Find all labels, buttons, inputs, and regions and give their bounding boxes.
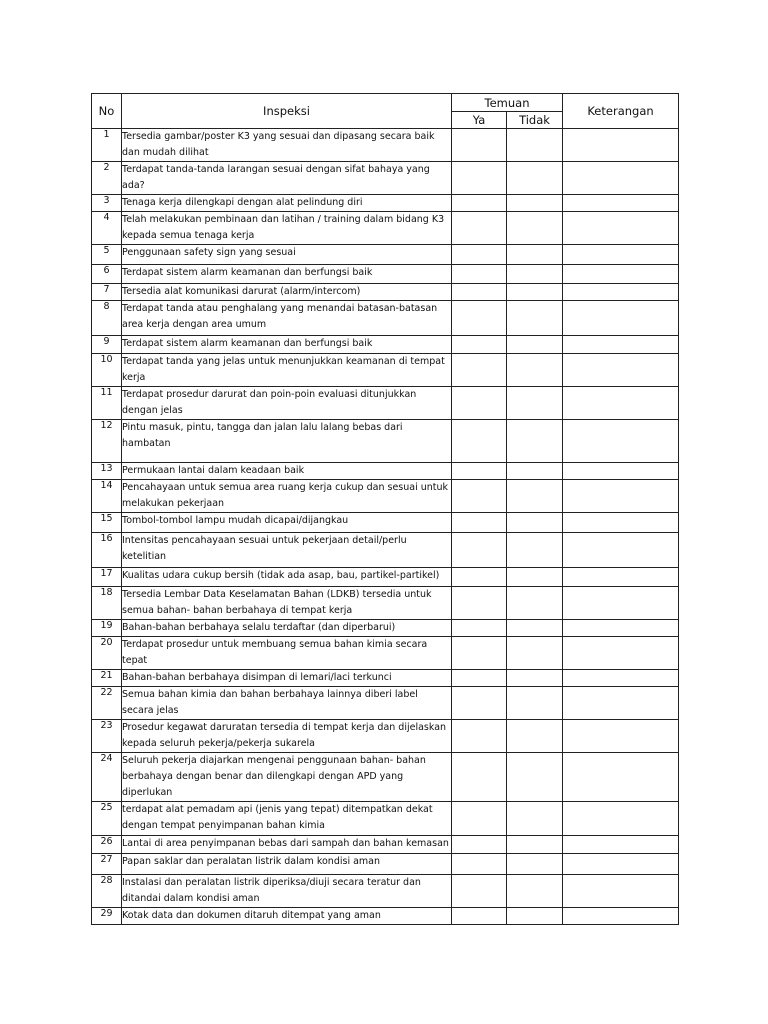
tidak-cell[interactable]: [507, 129, 563, 162]
inspection-checklist-table: [91, 93, 679, 925]
tidak-cell[interactable]: [507, 336, 563, 354]
row-number: 6: [92, 265, 122, 284]
tidak-cell[interactable]: [507, 265, 563, 284]
tidak-cell[interactable]: [507, 687, 563, 720]
table-row: [92, 533, 679, 568]
tidak-cell[interactable]: [507, 387, 563, 420]
tidak-cell[interactable]: [507, 162, 563, 195]
inspection-item: Kotak data dan dokumen ditaruh ditempat yang aman: [122, 908, 452, 925]
ya-cell[interactable]: [452, 687, 507, 720]
inspection-item: Terdapat sistem alarm keamanan dan berfungsi baik: [122, 265, 452, 284]
ya-cell[interactable]: [452, 513, 507, 533]
keterangan-cell[interactable]: [563, 720, 679, 753]
inspection-item: Telah melakukan pembinaan dan latihan / training dalam bidang K3 kepada semua tenaga kerja: [122, 212, 452, 245]
tidak-cell[interactable]: [507, 908, 563, 925]
keterangan-cell[interactable]: [563, 195, 679, 212]
inspection-item: Pencahayaan untuk semua area ruang kerja cukup dan sesuai untuk melakukan pekerjaan: [122, 480, 452, 513]
table-row: [92, 587, 679, 620]
keterangan-cell[interactable]: [563, 533, 679, 568]
inspection-item: Tombol-tombol lampu mudah dicapai/dijangkau: [122, 513, 452, 533]
table-row: [92, 245, 679, 265]
ya-cell[interactable]: [452, 162, 507, 195]
ya-cell[interactable]: [452, 129, 507, 162]
keterangan-cell[interactable]: [563, 245, 679, 265]
row-number: 15: [92, 513, 122, 533]
table-row: [92, 265, 679, 284]
ya-cell[interactable]: [452, 620, 507, 637]
keterangan-cell[interactable]: [563, 587, 679, 620]
table-row: [92, 387, 679, 420]
header-temuan: Temuan: [452, 94, 563, 112]
ya-cell[interactable]: [452, 802, 507, 836]
table-row: [92, 687, 679, 720]
inspection-item: Intensitas pencahayaan sesuai untuk pekerjaan detail/perlu ketelitian: [122, 533, 452, 568]
header-tidak: Tidak: [507, 112, 563, 129]
row-number: 2: [92, 162, 122, 195]
inspection-item: Tersedia gambar/poster K3 yang sesuai dan dipasang secara baik dan mudah dilihat: [122, 129, 452, 162]
keterangan-cell[interactable]: [563, 284, 679, 301]
table-row: [92, 802, 679, 836]
tidak-cell[interactable]: [507, 637, 563, 670]
inspection-item: Bahan-bahan berbahaya disimpan di lemari/laci terkunci: [122, 670, 452, 687]
tidak-cell[interactable]: [507, 802, 563, 836]
table-row: [92, 480, 679, 513]
inspection-item: Terdapat prosedur darurat dan poin-poin evaluasi ditunjukkan dengan jelas: [122, 387, 452, 420]
inspection-item: Instalasi dan peralatan listrik diperiksa/diuji secara teratur dan ditandai dalam kondisi aman: [122, 875, 452, 908]
inspection-item: Permukaan lantai dalam keadaan baik: [122, 463, 452, 480]
tidak-cell[interactable]: [507, 836, 563, 854]
table-row: [92, 637, 679, 670]
tidak-cell[interactable]: [507, 670, 563, 687]
keterangan-cell[interactable]: [563, 875, 679, 908]
tidak-cell[interactable]: [507, 480, 563, 513]
table-row: [92, 513, 679, 533]
inspection-item: Lantai di area penyimpanan bebas dari sampah dan bahan kemasan: [122, 836, 452, 854]
inspection-item: Terdapat tanda atau penghalang yang menandai batasan-batasan area kerja dengan area umum: [122, 301, 452, 336]
tidak-cell[interactable]: [507, 463, 563, 480]
row-number: 12: [92, 420, 122, 463]
row-number: 14: [92, 480, 122, 513]
ya-cell[interactable]: [452, 336, 507, 354]
keterangan-cell[interactable]: [563, 687, 679, 720]
inspection-item: Terdapat sistem alarm keamanan dan berfungsi baik: [122, 336, 452, 354]
keterangan-cell[interactable]: [563, 420, 679, 463]
header-ya: Ya: [452, 112, 507, 129]
inspection-item: Pintu masuk, pintu, tangga dan jalan lalu lalang bebas dari hambatan: [122, 420, 452, 463]
row-number: 25: [92, 802, 122, 836]
table-row: [92, 336, 679, 354]
tidak-cell[interactable]: [507, 513, 563, 533]
ya-cell[interactable]: [452, 753, 507, 802]
row-number: 20: [92, 637, 122, 670]
keterangan-cell[interactable]: [563, 908, 679, 925]
keterangan-cell[interactable]: [563, 129, 679, 162]
inspection-item: Tenaga kerja dilengkapi dengan alat pelindung diri: [122, 195, 452, 212]
row-number: 26: [92, 836, 122, 854]
keterangan-cell[interactable]: [563, 513, 679, 533]
table-row: [92, 875, 679, 908]
ya-cell[interactable]: [452, 854, 507, 875]
row-number: 7: [92, 284, 122, 301]
tidak-cell[interactable]: [507, 284, 563, 301]
inspection-item: terdapat alat pemadam api (jenis yang tepat) ditempatkan dekat dengan tempat penyimpanan bahan kimia: [122, 802, 452, 836]
tidak-cell[interactable]: [507, 875, 563, 908]
inspection-item: Tersedia Lembar Data Keselamatan Bahan (LDKB) tersedia untuk semua bahan- bahan berbahaya di tempat kerja: [122, 587, 452, 620]
row-number: 3: [92, 195, 122, 212]
row-number: 17: [92, 568, 122, 587]
keterangan-cell[interactable]: [563, 802, 679, 836]
table-row: [92, 568, 679, 587]
tidak-cell[interactable]: [507, 212, 563, 245]
inspection-item: Kualitas udara cukup bersih (tidak ada asap, bau, partikel-partikel): [122, 568, 452, 587]
inspection-item: Tersedia alat komunikasi darurat (alarm/intercom): [122, 284, 452, 301]
row-number: 27: [92, 854, 122, 875]
ya-cell[interactable]: [452, 587, 507, 620]
ya-cell[interactable]: [452, 420, 507, 463]
tidak-cell[interactable]: [507, 195, 563, 212]
table-row: [92, 463, 679, 480]
ya-cell[interactable]: [452, 670, 507, 687]
header-keterangan: Keterangan: [563, 94, 679, 129]
ya-cell[interactable]: [452, 301, 507, 336]
table-row: [92, 212, 679, 245]
row-number: 4: [92, 212, 122, 245]
table-row: [92, 836, 679, 854]
tidak-cell[interactable]: [507, 354, 563, 387]
table-row: [92, 162, 679, 195]
table-row: [92, 420, 679, 463]
ya-cell[interactable]: [452, 212, 507, 245]
table-row: [92, 354, 679, 387]
keterangan-cell[interactable]: [563, 480, 679, 513]
keterangan-cell[interactable]: [563, 637, 679, 670]
table-row: [92, 301, 679, 336]
inspection-item: Semua bahan kimia dan bahan berbahaya lainnya diberi label secara jelas: [122, 687, 452, 720]
table-row: [92, 908, 679, 925]
row-number: 16: [92, 533, 122, 568]
row-number: 21: [92, 670, 122, 687]
ya-cell[interactable]: [452, 354, 507, 387]
ya-cell[interactable]: [452, 908, 507, 925]
inspection-item: Terdapat tanda yang jelas untuk menunjukkan keamanan di tempat kerja: [122, 354, 452, 387]
row-number: 9: [92, 336, 122, 354]
ya-cell[interactable]: [452, 387, 507, 420]
table-row: [92, 284, 679, 301]
row-number: 22: [92, 687, 122, 720]
row-number: 8: [92, 301, 122, 336]
ya-cell[interactable]: [452, 284, 507, 301]
header-no: No: [92, 94, 122, 129]
tidak-cell[interactable]: [507, 301, 563, 336]
tidak-cell[interactable]: [507, 854, 563, 875]
tidak-cell[interactable]: [507, 533, 563, 568]
ya-cell[interactable]: [452, 480, 507, 513]
row-number: 1: [92, 129, 122, 162]
inspection-item: Terdapat tanda-tanda larangan sesuai dengan sifat bahaya yang ada?: [122, 162, 452, 195]
row-number: 5: [92, 245, 122, 265]
keterangan-cell[interactable]: [563, 162, 679, 195]
ya-cell[interactable]: [452, 245, 507, 265]
keterangan-cell[interactable]: [563, 836, 679, 854]
row-number: 18: [92, 587, 122, 620]
ya-cell[interactable]: [452, 265, 507, 284]
row-number: 11: [92, 387, 122, 420]
ya-cell[interactable]: [452, 720, 507, 753]
ya-cell[interactable]: [452, 463, 507, 480]
tidak-cell[interactable]: [507, 587, 563, 620]
inspection-item: Terdapat prosedur untuk membuang semua bahan kimia secara tepat: [122, 637, 452, 670]
row-number: 19: [92, 620, 122, 637]
ya-cell[interactable]: [452, 875, 507, 908]
tidak-cell[interactable]: [507, 420, 563, 463]
keterangan-cell[interactable]: [563, 620, 679, 637]
keterangan-cell[interactable]: [563, 670, 679, 687]
keterangan-cell[interactable]: [563, 212, 679, 245]
tidak-cell[interactable]: [507, 245, 563, 265]
inspection-item: Prosedur kegawat daruratan tersedia di tempat kerja dan dijelaskan kepada seluruh pekerja/pekerja sukarela: [122, 720, 452, 753]
row-number: 28: [92, 875, 122, 908]
inspection-item: Penggunaan safety sign yang sesuai: [122, 245, 452, 265]
tidak-cell[interactable]: [507, 720, 563, 753]
table-row: [92, 720, 679, 753]
ya-cell[interactable]: [452, 637, 507, 670]
ya-cell[interactable]: [452, 836, 507, 854]
keterangan-cell[interactable]: [563, 854, 679, 875]
keterangan-cell[interactable]: [563, 265, 679, 284]
keterangan-cell[interactable]: [563, 301, 679, 336]
tidak-cell[interactable]: [507, 568, 563, 587]
inspection-item: Bahan-bahan berbahaya selalu terdaftar (dan diperbarui): [122, 620, 452, 637]
table-row: [92, 620, 679, 637]
table-row: [92, 854, 679, 875]
ya-cell[interactable]: [452, 195, 507, 212]
row-number: 23: [92, 720, 122, 753]
table-row: [92, 195, 679, 212]
inspection-item: Seluruh pekerja diajarkan mengenai penggunaan bahan- bahan berbahaya dengan benar dan dilengkapi dengan APD yang diperlukan: [122, 753, 452, 802]
ya-cell[interactable]: [452, 568, 507, 587]
table-row: [92, 670, 679, 687]
row-number: 29: [92, 908, 122, 925]
keterangan-cell[interactable]: [563, 336, 679, 354]
table-row: [92, 753, 679, 802]
keterangan-cell[interactable]: [563, 568, 679, 587]
ya-cell[interactable]: [452, 533, 507, 568]
row-number: 24: [92, 753, 122, 802]
tidak-cell[interactable]: [507, 753, 563, 802]
inspection-item: Papan saklar dan peralatan listrik dalam kondisi aman: [122, 854, 452, 875]
keterangan-cell[interactable]: [563, 354, 679, 387]
tidak-cell[interactable]: [507, 620, 563, 637]
row-number: 13: [92, 463, 122, 480]
keterangan-cell[interactable]: [563, 463, 679, 480]
keterangan-cell[interactable]: [563, 753, 679, 802]
keterangan-cell[interactable]: [563, 387, 679, 420]
header-inspeksi: Inspeksi: [122, 94, 452, 129]
table-row: [92, 129, 679, 162]
row-number: 10: [92, 354, 122, 387]
